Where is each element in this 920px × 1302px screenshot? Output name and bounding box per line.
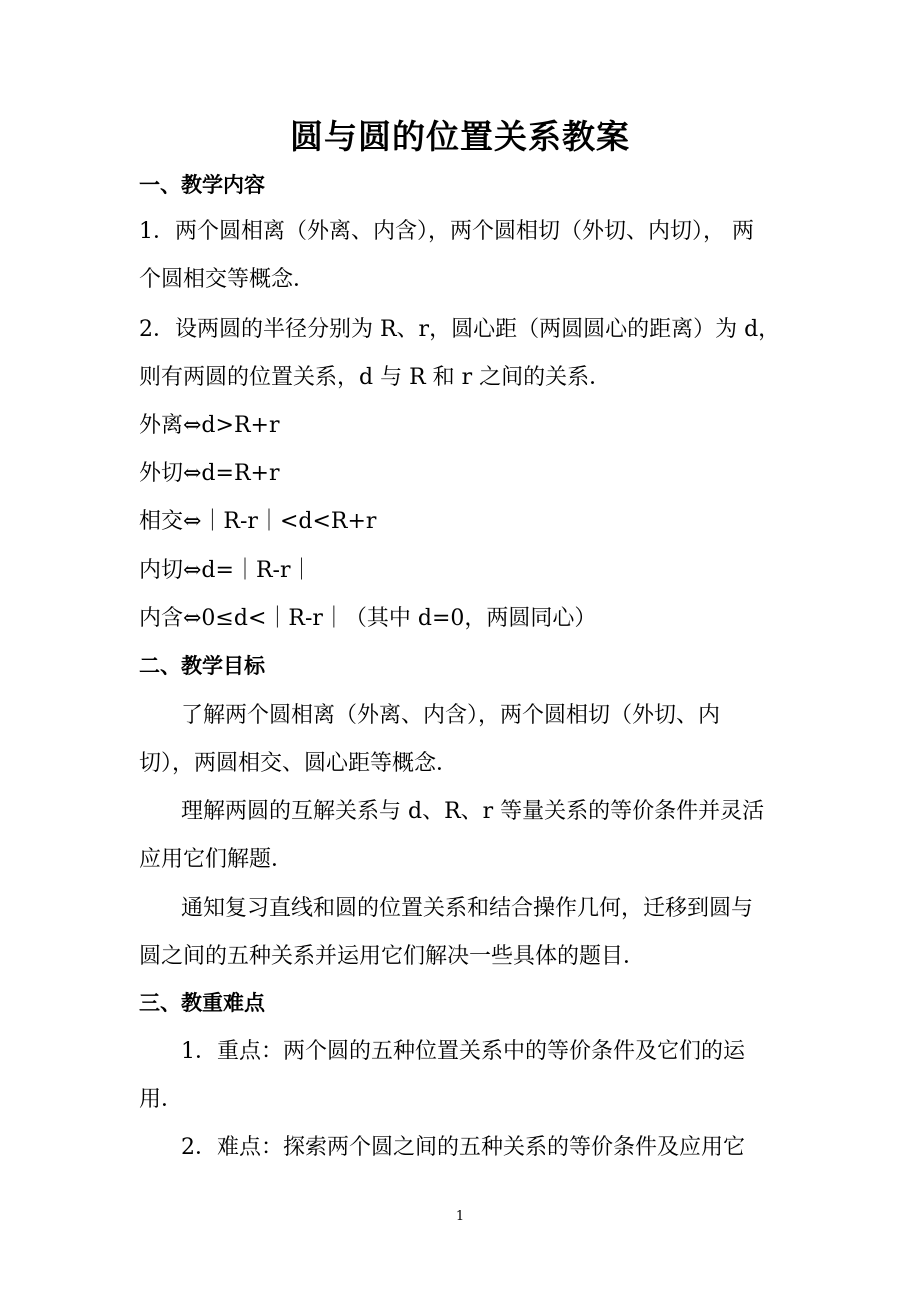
paragraph-line: 1．两个圆相离（外离、内含），两个圆相切（外切、内切）， 两 (139, 219, 754, 244)
paragraph-line: 2．设两圆的半径分别为 R、r，圆心距（两圆圆心的距离）为 d， (139, 317, 781, 342)
document-title: 圆与圆的位置关系教案 (290, 117, 630, 156)
paragraph-line: 切），两圆相交、圆心距等概念． (139, 751, 459, 776)
relation-line-external-separation: 外离⇔d>R+r (139, 413, 280, 438)
paragraph-line: 通知复习直线和圆的位置关系和结合操作几何，迁移到圆与 (181, 896, 754, 921)
relation-line-containment: 内含⇔0≤d<｜R-r｜（其中 d=0，两圆同心） (139, 606, 597, 631)
relation-line-intersecting: 相交⇔｜R-r｜<d<R+r (139, 509, 377, 534)
paragraph-line: 理解两圆的互解关系与 d、R、r 等量关系的等价条件并灵活 (181, 799, 765, 824)
paragraph-line: 个圆相交等概念． (139, 267, 316, 292)
paragraph-line: 用． (139, 1087, 184, 1112)
paragraph-line: 1．重点：两个圆的五种位置关系中的等价条件及它们的运 (181, 1039, 745, 1064)
paragraph-line: 2．难点：探索两个圆之间的五种关系的等价条件及应用它 (181, 1135, 745, 1160)
section-heading-teaching-goals: 二、教学目标 (139, 654, 265, 678)
relation-line-external-tangent: 外切⇔d=R+r (139, 461, 280, 486)
section-heading-key-difficult-points: 三、教重难点 (139, 991, 265, 1015)
paragraph-line: 则有两圆的位置关系，d 与 R 和 r 之间的关系． (139, 365, 612, 390)
page-number: 1 (455, 1209, 465, 1224)
section-heading-teaching-content: 一、教学内容 (139, 173, 265, 197)
paragraph-line: 圆之间的五种关系并运用它们解决一些具体的题目． (139, 944, 646, 969)
paragraph-line: 了解两个圆相离（外离、内含），两个圆相切（外切、内 (181, 703, 721, 728)
relation-line-internal-tangent: 内切⇔d=｜R-r｜ (139, 558, 313, 583)
paragraph-line: 应用它们解题． (139, 847, 294, 872)
